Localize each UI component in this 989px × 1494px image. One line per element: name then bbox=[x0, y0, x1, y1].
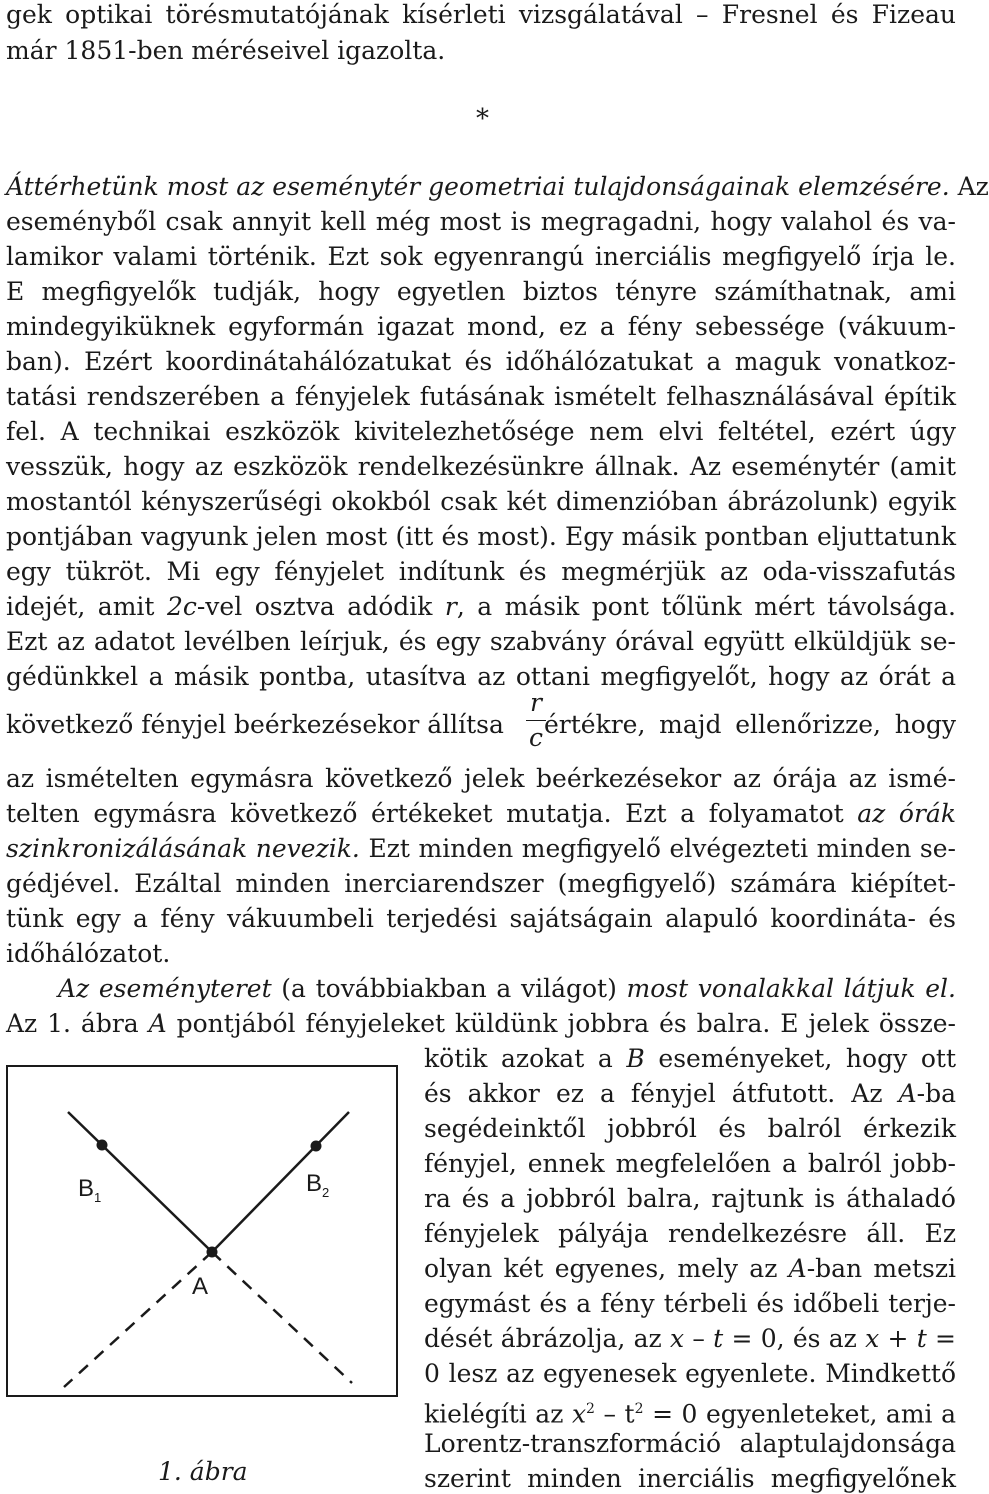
section-separator: * bbox=[476, 104, 489, 134]
text-line: fényjelek pályája rendelkezésre áll. Ez bbox=[424, 1219, 956, 1248]
event-point-b2 bbox=[311, 1141, 322, 1152]
fraction-line bbox=[6, 688, 956, 758]
text-line: E megfigyelők tudják, hogy egyetlen biztos tényre számíthatnak, ami bbox=[6, 277, 956, 306]
text-line: lamikor valami történik. Ezt sok egyenrangú inerciális megfigyelő írja le. bbox=[6, 242, 956, 271]
text-line: szerint minden inerciális megfigyelőnek bbox=[424, 1464, 956, 1493]
text-line: Az eseményteret (a továbbiakban a világot) most vonalakkal látjuk el. bbox=[58, 974, 956, 1003]
text-line: ban). Ezért koordinátahálózatukat és időhálózatukat a maguk vonatkoz- bbox=[6, 347, 956, 376]
text-line: gédünkkel a másik pontba, utasítva az ottani megfigyelőt, hogy az órát a bbox=[6, 662, 956, 691]
text-line: már 1851-ben méréseivel igazolta. bbox=[6, 36, 446, 65]
text-line: segédeinktől jobbról és balról érkezik bbox=[424, 1114, 956, 1143]
light-ray-right-dashed bbox=[212, 1252, 352, 1383]
text-line: és akkor ez a fényjel átfutott. Az A-ba bbox=[424, 1079, 956, 1108]
text-line: dését ábrázolja, az x – t = 0, és az x + t = bbox=[424, 1324, 956, 1353]
light-ray-right-solid bbox=[212, 1112, 349, 1252]
text-line: gek optikai törésmutatójának kísérleti vizsgálatával – Fresnel és Fizeau bbox=[6, 0, 956, 29]
figure-light-cone bbox=[6, 1065, 398, 1397]
text-line: tatási rendszerében a fényjelek futásának ismételt felhasználásával építik bbox=[6, 382, 956, 411]
fraction-numerator: r bbox=[530, 688, 542, 717]
text-segment: következő fényjel beérkezésekor állítsa bbox=[6, 710, 504, 739]
text-line: egymást és a fény térbeli és időbeli terje- bbox=[424, 1289, 956, 1318]
figure-frame bbox=[7, 1066, 397, 1396]
fraction-denominator: c bbox=[528, 723, 543, 752]
light-ray-left-dashed bbox=[64, 1252, 212, 1387]
text-line: egy tükröt. Mi egy fényjelet indítunk és megmérjük az oda-visszafutás bbox=[6, 557, 956, 586]
fraction-r-over-c bbox=[526, 688, 546, 753]
text-line: eseményből csak annyit kell még most is megragadni, hogy valahol és va- bbox=[6, 207, 956, 236]
text-line: tünk egy a fény vákuumbeli terjedési sajátságain alapuló koordináta- és bbox=[6, 904, 956, 933]
text-line: mindegyiküknek egyformán igazat mond, ez a fény sebessége (vákuum- bbox=[6, 312, 956, 341]
text-segment: értékre, majd ellenőrizze, hogy bbox=[544, 710, 956, 739]
text-line: Lorentz-transzformáció alaptulajdonsága bbox=[424, 1429, 956, 1458]
text-line: vesszük, hogy az eszközök rendelkezésünkre állnak. Az eseménytér (amit bbox=[6, 452, 956, 481]
figure-caption: 1. ábra bbox=[158, 1457, 248, 1486]
emphasis: Áttérhetünk most az eseménytér geometriai tulajdonságainak elemzésére. bbox=[6, 172, 950, 201]
text-line: gédjével. Ezáltal minden inerciarendszer (megfigyelő) számára kiépítet- bbox=[6, 869, 956, 898]
text-line: ra és a jobbról balra, rajtunk is áthaladó bbox=[424, 1184, 956, 1213]
label-b1: $B_1$ bbox=[78, 1175, 102, 1205]
text-line: pontjában vagyunk jelen most (itt és most). Egy másik pontban eljuttatunk bbox=[6, 522, 956, 551]
text-line: az ismételten egymásra következő jelek beérkezésekor az órája az ismé- bbox=[6, 764, 956, 793]
label-a: A bbox=[192, 1273, 209, 1300]
text-line: telten egymásra következő értékeket mutatja. Ezt a folyamatot az órák bbox=[6, 799, 956, 828]
text-line: kötik azokat a B eseményeket, hogy ott bbox=[424, 1044, 956, 1073]
text-line: kielégíti az $x^2 - t^2 = 0$ egyenleteket, ami a bbox=[424, 1399, 956, 1429]
text-line: időhálózatot. bbox=[6, 939, 171, 968]
text-line: fényjel, ennek megfelelően a balról jobb- bbox=[424, 1149, 956, 1178]
text-line: idejét, amit 2c-vel osztva adódik r, a másik pont tőlünk mért távolsága. bbox=[6, 592, 956, 621]
text-line: 0 lesz az egyenesek egyenlete. Mindkettő bbox=[424, 1359, 956, 1388]
text-line: mostantól kényszerűségi okokból csak két dimenzióban ábrázolunk) egyik bbox=[6, 487, 956, 516]
text-line: Az 1. ábra A pontjából fényjeleket küldünk jobbra és balra. E jelek össze- bbox=[6, 1009, 956, 1038]
text-line: szinkronizálásának nevezik. Ezt minden megfigyelő elvégezteti minden se- bbox=[6, 834, 956, 863]
fraction-bar bbox=[526, 720, 546, 721]
text-line: Áttérhetünk most az eseménytér geometriai tulajdonságainak elemzésére. Az bbox=[6, 172, 989, 201]
text-line: Ezt az adatot levélben leírjuk, és egy szabvány órával együtt elküldjük se- bbox=[6, 627, 956, 656]
event-point-b1 bbox=[97, 1140, 108, 1151]
label-b2: $B_2$ bbox=[306, 1170, 330, 1200]
text-line: olyan két egyenes, mely az A-ban metszi bbox=[424, 1254, 956, 1283]
text-line: fel. A technikai eszközök kivitelezhetősége nem elvi feltétel, ezért úgy bbox=[6, 417, 956, 446]
event-point-a bbox=[207, 1247, 218, 1258]
